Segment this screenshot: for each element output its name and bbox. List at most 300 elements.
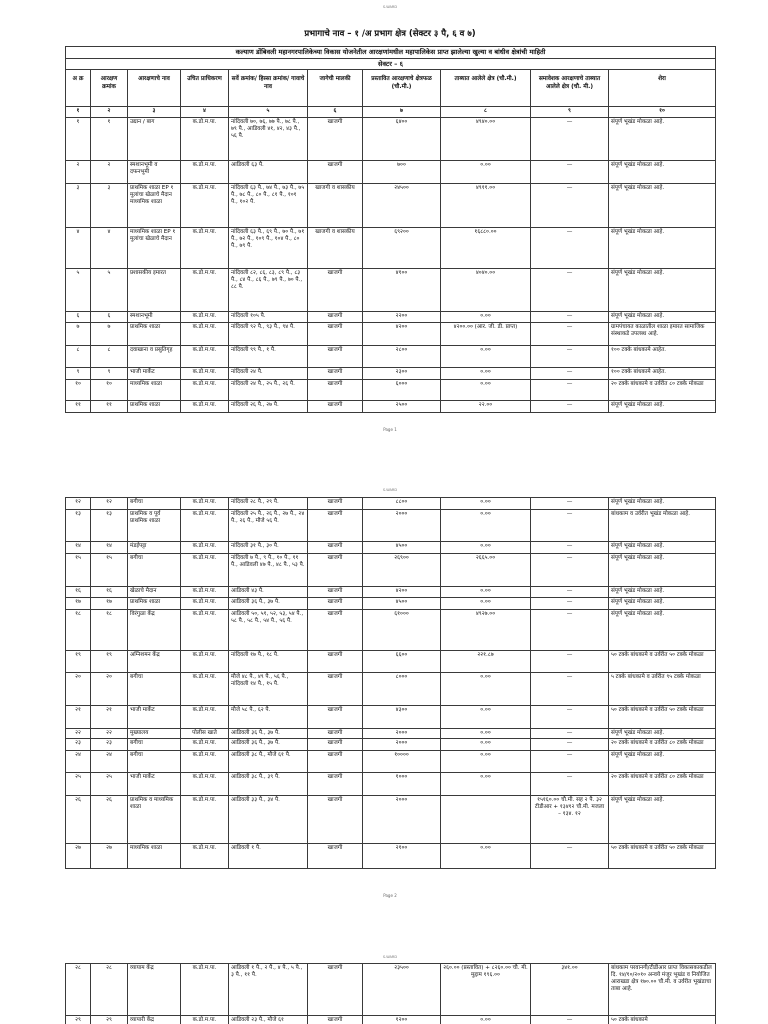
cell-inclusive-area: — bbox=[530, 750, 608, 772]
cell-remarks: ५० टक्के बांधकामे व उर्वरीत ५० टक्के मोकळा bbox=[608, 843, 715, 868]
cell-authority: क.डो.म.पा. bbox=[180, 509, 228, 541]
cell-sr: ९ bbox=[65, 367, 90, 379]
cell-proposed-area: २८०० bbox=[362, 345, 440, 367]
cell-authority: क.डो.म.पा. bbox=[180, 597, 228, 609]
table-row bbox=[65, 367, 715, 379]
cell-name: माध्यमिक शाळा EP १ मुलांचा खेळाचे मैदान bbox=[127, 227, 180, 268]
cell-proposed-area: ६६०० bbox=[362, 650, 440, 672]
cell-authority: क.डो.म.पा. bbox=[180, 672, 228, 705]
column-number: १ bbox=[65, 106, 90, 117]
cell-name: माध्यमिक शाळा bbox=[127, 843, 180, 868]
cell-inclusive-area: — bbox=[530, 160, 608, 183]
cell-survey: नांदिवली २६ पै., २७ पै. bbox=[228, 400, 307, 412]
cell-name: बगीचा bbox=[127, 672, 180, 705]
cell-sr: १७ bbox=[65, 597, 90, 609]
cell-authority: क.डो.म.पा. bbox=[180, 541, 228, 553]
cell-proposed-area: १०००० bbox=[362, 750, 440, 772]
table-title-banner: कल्याण डोंबिवली महानगरपालिकेच्या विकास योजनेतील आरक्षणांमधील महापालिकेस प्राप्त झालेल्या खुल्या व बांधीव क्षेत्रांची माहिती bbox=[65, 46, 715, 58]
cell-name: प्राथमिक शाळा bbox=[127, 597, 180, 609]
cell-survey: नांदिवली ६३ पै., ६९ पै., ७० पै., ७१ पै., ७२ पै., १०९ पै., १०४ पै., ८० पै., ७९ पै. bbox=[228, 227, 307, 268]
cell-acquired-area: ४९२७.०० bbox=[440, 609, 530, 650]
cell-remarks: २० टक्के बांधकामे व उर्वरीत ८० टक्के मोकळा bbox=[608, 772, 715, 795]
cell-acquired-area: ०.०० bbox=[440, 1015, 530, 1024]
cell-ownership: खाजगी bbox=[307, 1015, 362, 1024]
cell-proposed-area: ६४०० bbox=[362, 117, 440, 160]
cell-name: बगीचा bbox=[127, 738, 180, 750]
document-title: प्रभागाचे नाव – १ /अ प्रभाग क्षेत्र (सेक्टर ३ पै, ६ व ७) bbox=[304, 29, 476, 39]
cell-name: प्राथमिक शाळा bbox=[127, 400, 180, 412]
table-row bbox=[65, 750, 715, 772]
cell-ownership: खाजगी bbox=[307, 795, 362, 843]
cell-name: बगीचा bbox=[127, 553, 180, 586]
cell-acquired-area: ०.०० bbox=[440, 379, 530, 400]
cell-sr: २७ bbox=[65, 843, 90, 868]
cell-survey: आडिवली ६३ पै. bbox=[228, 160, 307, 183]
cell-ownership: खाजगी bbox=[307, 772, 362, 795]
cell-inclusive-area: — bbox=[530, 541, 608, 553]
cell-inclusive-area: — bbox=[530, 609, 608, 650]
cell-proposed-area: ४२०० bbox=[362, 322, 440, 345]
cell-survey: नांदिवली ७ पै., ९ पै., १० पै., ११ पै., आडिवली ४७ पै., ४८ पै., ५३ पै. bbox=[228, 553, 307, 586]
cell-remarks: संपूर्ण भूखंड मोकळा आहे. bbox=[608, 728, 715, 738]
cell-name: माध्यमिक शाळा bbox=[127, 379, 180, 400]
cell-name: मंडईपट्टा bbox=[127, 541, 180, 553]
table-row bbox=[65, 497, 715, 509]
cell-ownership: खाजगी bbox=[307, 367, 362, 379]
cell-authority: क.डो.म.पा. bbox=[180, 738, 228, 750]
cell-inclusive-area: — bbox=[530, 509, 608, 541]
cell-code: ८ bbox=[90, 345, 127, 367]
cell-inclusive-area: — bbox=[530, 367, 608, 379]
cell-acquired-area: ०.०० bbox=[440, 311, 530, 322]
cell-remarks: १०० टक्के बांधकामे आहेत. bbox=[608, 345, 715, 367]
table-row bbox=[65, 795, 715, 843]
cell-inclusive-area: — bbox=[530, 497, 608, 509]
column-number: ५ bbox=[228, 106, 307, 117]
cell-survey: नांदिवली ८२, ८६, ८३, ८९ पै., ८३ पै., ८४ पै., ८६ पै., ७९ पै., ७० पै., ८८ पै. bbox=[228, 268, 307, 311]
cell-sr: २ bbox=[65, 160, 90, 183]
cell-acquired-area: ४९४०.०० bbox=[440, 117, 530, 160]
cell-name: बगीचा bbox=[127, 750, 180, 772]
cell-ownership: खाजगी bbox=[307, 597, 362, 609]
data-table bbox=[65, 497, 716, 869]
cell-name: बगीचा bbox=[127, 497, 180, 509]
cell-remarks: संपूर्ण भूखंड मोकळा आहे. bbox=[608, 553, 715, 586]
table-row bbox=[65, 963, 715, 1015]
sheet-label: S-WARD bbox=[382, 5, 398, 9]
cell-name: प्राथमिक व माध्यमिक शाळा bbox=[127, 795, 180, 843]
cell-sr: १० bbox=[65, 379, 90, 400]
cell-ownership: खाजगी bbox=[307, 963, 362, 1015]
cell-survey: नांदिवली २५ पै., २६ पै., २७ पै., २४ पै., २६ पै., मौजे ५६ पै. bbox=[228, 509, 307, 541]
cell-inclusive-area: — bbox=[530, 705, 608, 728]
table-row bbox=[65, 400, 715, 412]
cell-remarks: संपूर्ण भूखंड मोकळा आहे. bbox=[608, 268, 715, 311]
cell-survey: नांदिवली २८ पै., २९ पै. bbox=[228, 497, 307, 509]
cell-name: उद्यान / बाग bbox=[127, 117, 180, 160]
cell-proposed-area: १२०० bbox=[362, 1015, 440, 1024]
cell-code: १३ bbox=[90, 509, 127, 541]
table-row bbox=[65, 117, 715, 160]
table-row bbox=[65, 160, 715, 183]
cell-sr: २६ bbox=[65, 795, 90, 843]
cell-code: ५ bbox=[90, 268, 127, 311]
sheet-label: S-WARD bbox=[382, 488, 398, 492]
cell-code: १९ bbox=[90, 650, 127, 672]
cell-authority: क.डो.म.पा. bbox=[180, 609, 228, 650]
cell-proposed-area: २३०० bbox=[362, 367, 440, 379]
cell-survey: आडिवली ३८ पै., ३९ पै. bbox=[228, 772, 307, 795]
cell-ownership: खाजगी bbox=[307, 400, 362, 412]
cell-authority: क.डो.म.पा. bbox=[180, 963, 228, 1015]
cell-inclusive-area: — bbox=[530, 117, 608, 160]
cell-ownership: खाजगी bbox=[307, 586, 362, 597]
cell-survey: नांदिवली ७०, ७६, ७७ पै., ७८ पै., ७९ पै., आडिवली ४१, ४२, ४३ पै., ५६ पै. bbox=[228, 117, 307, 160]
cell-acquired-area: २६०.०० (प्रस्तावित) + ८२६०.०० चौ. मी. मुद्दाम १९६.०० bbox=[440, 963, 530, 1015]
cell-ownership: खाजगी bbox=[307, 509, 362, 541]
cell-proposed-area: २१०० bbox=[362, 843, 440, 868]
table-row bbox=[65, 1015, 715, 1024]
page-3 bbox=[0, 954, 768, 1024]
cell-authority: क.डो.म.पा. bbox=[180, 311, 228, 322]
cell-acquired-area: ०.०० bbox=[440, 672, 530, 705]
cell-authority: क.डो.म.पा. bbox=[180, 400, 228, 412]
cell-inclusive-area: ३४१.०० bbox=[530, 963, 608, 1015]
table-row bbox=[65, 268, 715, 311]
cell-proposed-area: ४५०० bbox=[362, 541, 440, 553]
table-row bbox=[65, 322, 715, 345]
table-row bbox=[65, 728, 715, 738]
cell-name: भाजी मार्केट bbox=[127, 705, 180, 728]
cell-survey: नांदिवली १०५ पै. bbox=[228, 311, 307, 322]
cell-remarks: ५ टक्के बांधकामे व उर्वरीत ९५ टक्के मोकळा bbox=[608, 672, 715, 705]
cell-ownership: खाजगी bbox=[307, 311, 362, 322]
column-header: शेरा bbox=[608, 69, 715, 106]
column-header: प्रस्तावित आरक्षणाचे क्षेत्रफळ (चौ.मी.) bbox=[362, 69, 440, 106]
cell-code: १ bbox=[90, 117, 127, 160]
cell-acquired-area: १६८८०.०० bbox=[440, 227, 530, 268]
cell-code: ७ bbox=[90, 322, 127, 345]
cell-remarks: संपूर्ण भूखंड मोकळा आहे. bbox=[608, 541, 715, 553]
cell-proposed-area: ४५०० bbox=[362, 597, 440, 609]
table-row bbox=[65, 650, 715, 672]
cell-authority: क.डो.म.पा. bbox=[180, 705, 228, 728]
cell-acquired-area: ०.०० bbox=[440, 738, 530, 750]
cell-code: ६ bbox=[90, 311, 127, 322]
cell-inclusive-area: — bbox=[530, 1015, 608, 1024]
cell-ownership: खाजगी bbox=[307, 609, 362, 650]
cell-ownership: खाजगी bbox=[307, 672, 362, 705]
cell-code: २२ bbox=[90, 728, 127, 738]
column-header: ताब्यात आलेले क्षेत्र (चौ.मी.) bbox=[440, 69, 530, 106]
cell-proposed-area: ४२०० bbox=[362, 586, 440, 597]
table-row bbox=[65, 705, 715, 728]
cell-proposed-area: ४१०० bbox=[362, 268, 440, 311]
column-number: ७ bbox=[362, 106, 440, 117]
data-table bbox=[65, 46, 716, 413]
table-row bbox=[65, 183, 715, 227]
cell-authority: क.डो.म.पा. bbox=[180, 367, 228, 379]
cell-inclusive-area: — bbox=[530, 227, 608, 268]
page-number: Page 1 bbox=[383, 427, 397, 432]
cell-proposed-area: २००० bbox=[362, 738, 440, 750]
cell-sr: १९ bbox=[65, 650, 90, 672]
cell-ownership: खाजगी bbox=[307, 705, 362, 728]
cell-acquired-area: २२.०० bbox=[440, 400, 530, 412]
cell-acquired-area: २६६५.०० bbox=[440, 553, 530, 586]
cell-name: प्राथमिक शाळा EP १ मुलांचा खेळाचे मैदान माध्यमिक शाळा bbox=[127, 183, 180, 227]
table-row bbox=[65, 345, 715, 367]
table-row bbox=[65, 772, 715, 795]
cell-sr: ११ bbox=[65, 400, 90, 412]
cell-ownership: खाजगी bbox=[307, 728, 362, 738]
table-row bbox=[65, 597, 715, 609]
cell-proposed-area: ७०० bbox=[362, 160, 440, 183]
cell-ownership: खाजगी व शासकीय bbox=[307, 227, 362, 268]
cell-name: भाजी मार्केट bbox=[127, 367, 180, 379]
cell-code: २६ bbox=[90, 795, 127, 843]
column-number: २ bbox=[90, 106, 127, 117]
cell-remarks: ग्रामपंचायत काळातील शाळा इमारत सामाजिक संस्थाकडे उपलब्ध आहे. bbox=[608, 322, 715, 345]
cell-sr: २९ bbox=[65, 1015, 90, 1024]
cell-sr: २२ bbox=[65, 728, 90, 738]
cell-name: मुख्यालय bbox=[127, 728, 180, 738]
cell-survey: नांदिवली ९९ पै., १ पै. bbox=[228, 345, 307, 367]
cell-ownership: खाजगी bbox=[307, 268, 362, 311]
cell-inclusive-area: — bbox=[530, 728, 608, 738]
cell-ownership: खाजगी bbox=[307, 650, 362, 672]
cell-inclusive-area: — bbox=[530, 738, 608, 750]
table-row bbox=[65, 586, 715, 597]
cell-acquired-area: ०.०० bbox=[440, 597, 530, 609]
cell-name: व्यापारी केंद्र bbox=[127, 1015, 180, 1024]
cell-survey: नांदिवली ९२ पै., ९३ पै., ९४ पै. bbox=[228, 322, 307, 345]
cell-survey: आडिवली ३८ पै., मौजे ६१ पै. bbox=[228, 750, 307, 772]
cell-authority: पोलीस खाते bbox=[180, 728, 228, 738]
cell-authority: क.डो.म.पा. bbox=[180, 553, 228, 586]
cell-remarks: संपूर्ण भूखंड मोकळा आहे. bbox=[608, 609, 715, 650]
cell-code: ११ bbox=[90, 400, 127, 412]
cell-proposed-area: ८८०० bbox=[362, 497, 440, 509]
cell-remarks: संपूर्ण भूखंड मोकळा आहे. bbox=[608, 795, 715, 843]
cell-remarks: संपूर्ण भूखंड मोकळा आहे. bbox=[608, 183, 715, 227]
cell-proposed-area: ६९२०० bbox=[362, 227, 440, 268]
cell-acquired-area: ०.०० bbox=[440, 345, 530, 367]
cell-survey: नांदिवली ३१ पै., ३० पै. bbox=[228, 541, 307, 553]
cell-authority: क.डो.म.पा. bbox=[180, 117, 228, 160]
cell-remarks: ५० टक्के बांधकामे bbox=[608, 1015, 715, 1024]
cell-inclusive-area: — bbox=[530, 183, 608, 227]
cell-survey: नांदिवली १७ पै., १८ पै. bbox=[228, 650, 307, 672]
column-header: उचित प्राधिकरण bbox=[180, 69, 228, 106]
cell-proposed-area: २२०० bbox=[362, 311, 440, 322]
sector-heading: सेक्टर – ६ bbox=[65, 58, 715, 69]
table-row bbox=[65, 509, 715, 541]
cell-survey: आडिवली १ पै., २ पै., ४ पै., ५ पै., ३ पै., ११ पै. bbox=[228, 963, 307, 1015]
table-row bbox=[65, 227, 715, 268]
cell-name: भाजी मार्केट bbox=[127, 772, 180, 795]
cell-authority: क.डो.म.पा. bbox=[180, 160, 228, 183]
cell-code: १२ bbox=[90, 497, 127, 509]
cell-remarks: संपूर्ण भूखंड मोकळा आहे. bbox=[608, 227, 715, 268]
cell-code: २ bbox=[90, 160, 127, 183]
cell-authority: क.डो.म.पा. bbox=[180, 586, 228, 597]
cell-code: २९ bbox=[90, 1015, 127, 1024]
cell-sr: २० bbox=[65, 672, 90, 705]
cell-inclusive-area: — bbox=[530, 650, 608, 672]
cell-inclusive-area: — bbox=[530, 322, 608, 345]
cell-ownership: खाजगी bbox=[307, 843, 362, 868]
cell-ownership: खाजगी bbox=[307, 541, 362, 553]
cell-survey: आडिवली ३६ पै., ३७ पै. bbox=[228, 597, 307, 609]
cell-authority: क.डो.म.पा. bbox=[180, 268, 228, 311]
cell-sr: १२ bbox=[65, 497, 90, 509]
cell-proposed-area: १००० bbox=[362, 772, 440, 795]
cell-ownership: खाजगी bbox=[307, 553, 362, 586]
cell-ownership: खाजगी bbox=[307, 750, 362, 772]
table-row bbox=[65, 379, 715, 400]
cell-ownership: खाजगी bbox=[307, 117, 362, 160]
cell-survey: आडिवली ३६ पै., ३७ पै. bbox=[228, 738, 307, 750]
column-number: ८ bbox=[440, 106, 530, 117]
data-table bbox=[65, 963, 716, 1024]
table-row bbox=[65, 609, 715, 650]
cell-survey: आडिवली १ पै. bbox=[228, 843, 307, 868]
table-row bbox=[65, 553, 715, 586]
column-number: ९ bbox=[530, 106, 608, 117]
cell-acquired-area: ०.०० bbox=[440, 728, 530, 738]
cell-sr: १८ bbox=[65, 609, 90, 650]
cell-proposed-area: ६१००० bbox=[362, 609, 440, 650]
cell-acquired-area: ४२००.०० (आर. जी. डी. प्राप्त) bbox=[440, 322, 530, 345]
cell-remarks: १०० टक्के बांधकामे आहेत. bbox=[608, 367, 715, 379]
cell-sr: २८ bbox=[65, 963, 90, 1015]
cell-inclusive-area: — bbox=[530, 672, 608, 705]
cell-sr: २३ bbox=[65, 738, 90, 750]
cell-acquired-area: ०.०० bbox=[440, 541, 530, 553]
cell-survey: नांदिवली २४ पै., २५ पै., २६ पै. bbox=[228, 379, 307, 400]
cell-remarks: संपूर्ण भूखंड मोकळा आहे. bbox=[608, 497, 715, 509]
cell-code: ३ bbox=[90, 183, 127, 227]
cell-acquired-area: ०.०० bbox=[440, 772, 530, 795]
cell-inclusive-area: — bbox=[530, 586, 608, 597]
cell-proposed-area: ६००० bbox=[362, 379, 440, 400]
page-1 bbox=[0, 4, 768, 434]
table-row bbox=[65, 843, 715, 868]
cell-acquired-area: ४९११.०० bbox=[440, 183, 530, 227]
cell-authority: क.डो.म.पा. bbox=[180, 772, 228, 795]
table-row bbox=[65, 738, 715, 750]
cell-code: २० bbox=[90, 672, 127, 705]
cell-proposed-area: ८००० bbox=[362, 672, 440, 705]
column-number: ३ bbox=[127, 106, 180, 117]
cell-name: खेळाचे मैदान bbox=[127, 586, 180, 597]
column-number: ६ bbox=[307, 106, 362, 117]
cell-inclusive-area: — bbox=[530, 597, 608, 609]
cell-acquired-area: २२१.८७ bbox=[440, 650, 530, 672]
cell-authority: क.डो.म.पा. bbox=[180, 183, 228, 227]
cell-acquired-area: ०.०० bbox=[440, 367, 530, 379]
cell-name: विरंगुळा केंद्र bbox=[127, 609, 180, 650]
column-header: अ क्र bbox=[65, 69, 90, 106]
cell-name: प्राथमिक शाळा bbox=[127, 322, 180, 345]
cell-ownership: खाजगी bbox=[307, 345, 362, 367]
cell-survey: आडिवली ३६ पै., ३७ पै. bbox=[228, 728, 307, 738]
column-header: सर्वे क्रमांक/ हिस्सा क्रमांक/ गावाचे नाव bbox=[228, 69, 307, 106]
cell-authority: क.डो.म.पा. bbox=[180, 379, 228, 400]
cell-inclusive-area: — bbox=[530, 843, 608, 868]
sheet-label: S-WARD bbox=[382, 955, 398, 959]
cell-authority: क.डो.म.पा. bbox=[180, 345, 228, 367]
column-header-row bbox=[65, 69, 715, 106]
column-number-row bbox=[65, 106, 715, 117]
cell-name: स्मशानभूमी bbox=[127, 311, 180, 322]
cell-authority: क.डो.म.पा. bbox=[180, 650, 228, 672]
cell-sr: १६ bbox=[65, 586, 90, 597]
cell-sr: ४ bbox=[65, 227, 90, 268]
cell-inclusive-area: — bbox=[530, 379, 608, 400]
cell-sr: १५ bbox=[65, 553, 90, 586]
cell-proposed-area: २००० bbox=[362, 728, 440, 738]
cell-authority: क.डो.म.पा. bbox=[180, 322, 228, 345]
cell-code: २७ bbox=[90, 843, 127, 868]
cell-inclusive-area: — bbox=[530, 311, 608, 322]
cell-acquired-area: ४०४०.०० bbox=[440, 268, 530, 311]
cell-code: २५ bbox=[90, 772, 127, 795]
cell-authority: क.डो.म.पा. bbox=[180, 497, 228, 509]
cell-proposed-area: २४५०० bbox=[362, 183, 440, 227]
page-2 bbox=[0, 487, 768, 900]
cell-code: ४ bbox=[90, 227, 127, 268]
cell-code: २४ bbox=[90, 750, 127, 772]
cell-sr: १३ bbox=[65, 509, 90, 541]
cell-sr: १ bbox=[65, 117, 90, 160]
cell-remarks: बांधकाम परवानगी/टीडीआर प्राप्त विकासकाकडील दि. १४/१०/२०१० अन्वये मंजूर भूखंड व नियोजित आराखडा क्षेत्र १७०.०० चौ.मी. व उर्वरीत भूखंडाचा ताबा आहे. bbox=[608, 963, 715, 1015]
cell-name: प्रशासकीय इमारत bbox=[127, 268, 180, 311]
cell-sr: ६ bbox=[65, 311, 90, 322]
cell-remarks: २० टक्के बांधकामे व उर्वरीत ८० टक्के मोकळा bbox=[608, 379, 715, 400]
cell-survey: आडिवली ४३ पै. bbox=[228, 586, 307, 597]
cell-survey: मौजे ५८ पै., ६२ पै. bbox=[228, 705, 307, 728]
cell-survey: आडिवली ५०, ५१, ५२, ५३, ५४ पै., ५८ पै., ५८ पै., ५४ पै., ५६ पै. bbox=[228, 609, 307, 650]
cell-inclusive-area: १५१६०.०० चौ.मी. सह २ पै. ३२ टीडीआर + १३४१२ चौ.मी. मजला – १३४. १२ bbox=[530, 795, 608, 843]
cell-name: दवाखाना व प्रसुतिगृह bbox=[127, 345, 180, 367]
cell-acquired-area: ०.०० bbox=[440, 705, 530, 728]
cell-remarks: संपूर्ण भूखंड मोकळा आहे. bbox=[608, 750, 715, 772]
cell-code: १५ bbox=[90, 553, 127, 586]
cell-sr: १४ bbox=[65, 541, 90, 553]
cell-remarks: संपूर्ण भूखंड मोकळा आहे. bbox=[608, 586, 715, 597]
cell-acquired-area: ०.०० bbox=[440, 843, 530, 868]
table-row bbox=[65, 311, 715, 322]
cell-remarks: ५० टक्के बांधकामे व उर्वरीत ५० टक्के मोकळा bbox=[608, 650, 715, 672]
column-header: समावेशक आरक्षणाचे ताब्यात आलेले क्षेत्र (चौ. मी.) bbox=[530, 69, 608, 106]
cell-inclusive-area: — bbox=[530, 400, 608, 412]
cell-proposed-area: २५०० bbox=[362, 400, 440, 412]
cell-sr: ५ bbox=[65, 268, 90, 311]
cell-survey: मौजे ४८ पै., ४९ पै., ५६ पै., नांदिवली १४ पै., १५ पै. bbox=[228, 672, 307, 705]
cell-sr: २५ bbox=[65, 772, 90, 795]
cell-authority: क.डो.म.पा. bbox=[180, 227, 228, 268]
cell-authority: क.डो.म.पा. bbox=[180, 795, 228, 843]
cell-remarks: २० टक्के बांधकामे व उर्वरीत ८० टक्के मोकळा bbox=[608, 738, 715, 750]
cell-ownership: खाजगी व शासकीय bbox=[307, 183, 362, 227]
cell-proposed-area: २००० bbox=[362, 509, 440, 541]
cell-acquired-area: ०.०० bbox=[440, 497, 530, 509]
cell-proposed-area: २३५०० bbox=[362, 963, 440, 1015]
cell-inclusive-area: — bbox=[530, 772, 608, 795]
cell-acquired-area: ०.०० bbox=[440, 509, 530, 541]
